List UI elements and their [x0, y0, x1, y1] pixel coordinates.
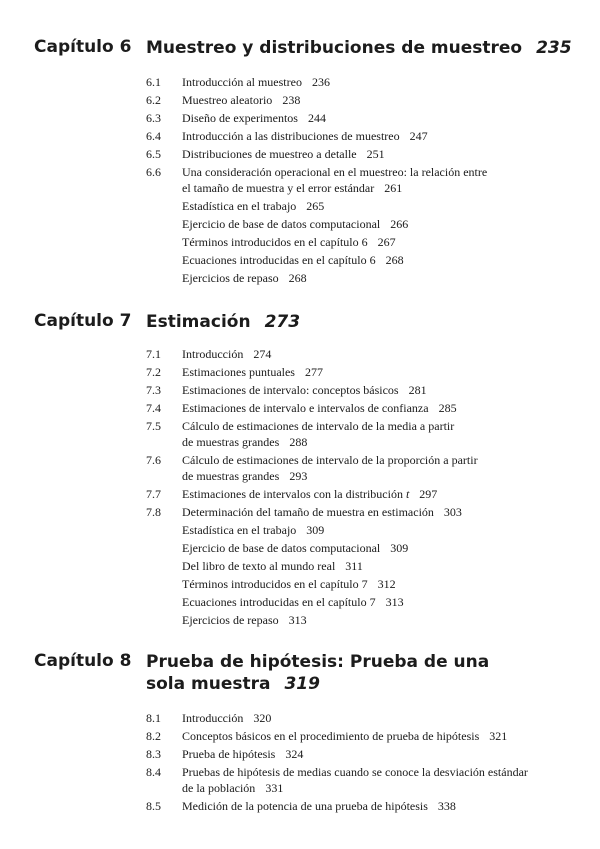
section-title-line [182, 180, 572, 196]
section-title [182, 110, 572, 126]
section-page-number: 331 [265, 781, 284, 795]
section-title-text: Términos introducidos en el capítulo 6 [182, 235, 368, 249]
section-title-text: Ecuaciones introducidas en el capítulo 7 [182, 595, 376, 609]
section-title-line [182, 382, 572, 398]
section-title [182, 234, 572, 250]
section-title [182, 128, 572, 144]
section-title-text: Cálculo de estimaciones de intervalo de la proporción a partir [182, 453, 478, 467]
section-number: 7.3 [146, 383, 161, 397]
section-title [182, 164, 572, 196]
chapter-page-number: 319 [284, 674, 320, 694]
section-page-number: 320 [253, 711, 272, 725]
section-title-text: Ejercicio de base de datos computacional [182, 541, 381, 555]
section-title-text: Conceptos básicos en el procedimiento de prueba de hipótesis [182, 729, 480, 743]
section-title-line [182, 146, 572, 162]
section-page-number: 244 [307, 111, 326, 125]
section-number: 8.4 [146, 765, 161, 779]
section-title-line [182, 92, 572, 108]
section-title [182, 728, 572, 744]
section-title-text: Diseño de experimentos [182, 111, 298, 125]
section-page-number: 268 [288, 271, 307, 285]
section-title [182, 364, 572, 380]
section-page-number: 297 [419, 487, 438, 501]
section-number: 7.7 [146, 487, 161, 501]
section-number: 6.3 [146, 111, 161, 125]
section-title [182, 382, 572, 398]
section-page-number: 268 [385, 253, 404, 267]
section-page-number: 309 [306, 523, 325, 537]
section-title-text: Términos introducidos en el capítulo 7 [182, 577, 368, 591]
chapter-title-text: Estimación [146, 312, 251, 332]
section-title [182, 540, 572, 556]
section-number: 7.6 [146, 453, 161, 467]
section-title-line [182, 594, 572, 610]
section-title-text: Estimaciones de intervalo: conceptos básicos [182, 383, 399, 397]
section-title [182, 346, 572, 362]
section-title [182, 198, 572, 214]
section-page-number: 266 [390, 217, 409, 231]
section-title-line [182, 364, 572, 380]
section-title-text: Estimaciones de intervalos con la distribución t [182, 487, 410, 501]
section-title [182, 74, 572, 90]
section-title-line [182, 452, 572, 468]
section-title-line [182, 418, 572, 434]
section-title-line [182, 400, 572, 416]
chapter-label: Capítulo 7 [34, 311, 132, 331]
section-title-line [182, 522, 572, 538]
section-page-number: 247 [409, 129, 428, 143]
chapter-title-text: Prueba de hipótesis: Prueba de una [146, 652, 490, 672]
section-number: 8.5 [146, 799, 161, 813]
section-page-number: 313 [288, 613, 307, 627]
section-title-text: Prueba de hipótesis [182, 747, 276, 761]
section-title-text: Estimaciones puntuales [182, 365, 295, 379]
section-title [182, 558, 572, 574]
chapter-page-number: 235 [536, 38, 572, 58]
section-title-line [182, 612, 572, 628]
chapter-title-text: Muestreo y distribuciones de muestreo [146, 38, 523, 58]
section-page-number: 324 [285, 747, 304, 761]
section-title [182, 746, 572, 762]
section-title [182, 216, 572, 232]
section-title-line [182, 504, 572, 520]
section-title-text: Estadística en el trabajo [182, 199, 297, 213]
section-page-number: 281 [408, 383, 427, 397]
section-title-text: Introducción a las distribuciones de muestreo [182, 129, 400, 143]
section-page-number: 309 [390, 541, 409, 555]
section-title-text: Distribuciones de muestreo a detalle [182, 147, 357, 161]
section-title-text: Una consideración operacional en el muestreo: la relación entre [182, 165, 488, 179]
section-number: 6.6 [146, 165, 161, 179]
section-title-text: Estimaciones de intervalo e intervalos de confianza [182, 401, 429, 415]
section-title-line [182, 710, 572, 726]
section-title-line [182, 540, 572, 556]
section-title-text: Estadística en el trabajo [182, 523, 297, 537]
section-number: 6.5 [146, 147, 161, 161]
section-title-text: Introducción [182, 711, 244, 725]
section-title [182, 400, 572, 416]
variable-t: t [405, 487, 410, 501]
section-title-text: Ejercicio de base de datos computacional [182, 217, 381, 231]
chapter-title-text: sola muestra [146, 674, 271, 694]
section-title [182, 504, 572, 520]
section-number: 6.1 [146, 75, 161, 89]
section-title-line [182, 746, 572, 762]
section-title-line [182, 216, 572, 232]
section-title-text: Medición de la potencia de una prueba de hipótesis [182, 799, 428, 813]
section-title-text: de muestras grandes [182, 469, 280, 483]
section-title-line [182, 434, 572, 450]
section-page-number: 261 [384, 181, 403, 195]
section-title-line [182, 486, 572, 502]
section-title [182, 764, 572, 796]
section-title-line [182, 346, 572, 362]
section-title-text: de la población [182, 781, 256, 795]
section-title-line [182, 128, 572, 144]
section-title [182, 452, 572, 484]
section-title [182, 576, 572, 592]
section-page-number: 251 [366, 147, 385, 161]
section-title-text: Ejercicios de repaso [182, 271, 279, 285]
section-number: 7.5 [146, 419, 161, 433]
section-title-line [182, 780, 572, 796]
section-page-number: 338 [437, 799, 456, 813]
section-title [182, 92, 572, 108]
section-page-number: 288 [289, 435, 308, 449]
section-number: 8.3 [146, 747, 161, 761]
section-title-line [182, 728, 572, 744]
section-page-number: 265 [306, 199, 325, 213]
section-page-number: 311 [345, 559, 363, 573]
section-title-line [182, 234, 572, 250]
chapter-title [146, 651, 489, 695]
section-title [182, 252, 572, 268]
section-title-text: Pruebas de hipótesis de medias cuando se conoce la desviación estándar [182, 765, 528, 779]
section-title [182, 522, 572, 538]
chapter-page-number: 273 [264, 312, 301, 332]
chapter-label: Capítulo 8 [34, 651, 132, 671]
section-title-text: Determinación del tamaño de muestra en estimación [182, 505, 434, 519]
section-title [182, 418, 572, 450]
section-title [182, 146, 572, 162]
chapter-title-line [146, 37, 572, 59]
section-title-line [182, 252, 572, 268]
section-page-number: 285 [438, 401, 457, 415]
section-page-number: 321 [489, 729, 508, 743]
section-title-line [182, 110, 572, 126]
section-title-text: el tamaño de muestra y el error estándar [182, 181, 375, 195]
section-title [182, 270, 572, 286]
section-page-number: 236 [311, 75, 330, 89]
section-title-text: de muestras grandes [182, 435, 280, 449]
section-page-number: 277 [304, 365, 323, 379]
section-title-text: Introducción al muestreo [182, 75, 302, 89]
section-title-line [182, 798, 572, 814]
section-number: 8.1 [146, 711, 161, 725]
section-page-number: 274 [253, 347, 272, 361]
section-title [182, 612, 572, 628]
section-number: 7.1 [146, 347, 161, 361]
chapter-label: Capítulo 6 [34, 37, 132, 57]
section-title-line [182, 576, 572, 592]
section-page-number: 293 [289, 469, 308, 483]
section-number: 6.4 [146, 129, 161, 143]
chapter-title-line [146, 651, 489, 673]
section-number: 7.2 [146, 365, 161, 379]
section-title-line [182, 164, 572, 180]
section-title-text: Ejercicios de repaso [182, 613, 279, 627]
section-page-number: 303 [443, 505, 462, 519]
section-title-line [182, 468, 572, 484]
section-title-text: Introducción [182, 347, 244, 361]
section-title [182, 594, 572, 610]
section-page-number: 313 [385, 595, 404, 609]
section-title-text: Cálculo de estimaciones de intervalo de la media a partir [182, 419, 455, 433]
section-title-line [182, 764, 572, 780]
chapter-title [146, 37, 572, 59]
section-number: 8.2 [146, 729, 161, 743]
section-title-line [182, 270, 572, 286]
section-number: 7.8 [146, 505, 161, 519]
section-page-number: 238 [282, 93, 301, 107]
section-title-line [182, 74, 572, 90]
section-title-text: Ecuaciones introducidas en el capítulo 6 [182, 253, 376, 267]
section-title-line [182, 198, 572, 214]
chapter-title-line [146, 673, 489, 695]
chapter-title-line [146, 311, 300, 333]
section-page-number: 267 [377, 235, 396, 249]
chapter-title [146, 311, 300, 333]
section-title [182, 710, 572, 726]
section-title [182, 798, 572, 814]
section-page-number: 312 [377, 577, 396, 591]
section-title-line [182, 558, 572, 574]
section-number: 6.2 [146, 93, 161, 107]
section-number: 7.4 [146, 401, 161, 415]
section-title-text: Muestreo aleatorio [182, 93, 273, 107]
section-title [182, 486, 572, 502]
section-title-text: Del libro de texto al mundo real [182, 559, 336, 573]
